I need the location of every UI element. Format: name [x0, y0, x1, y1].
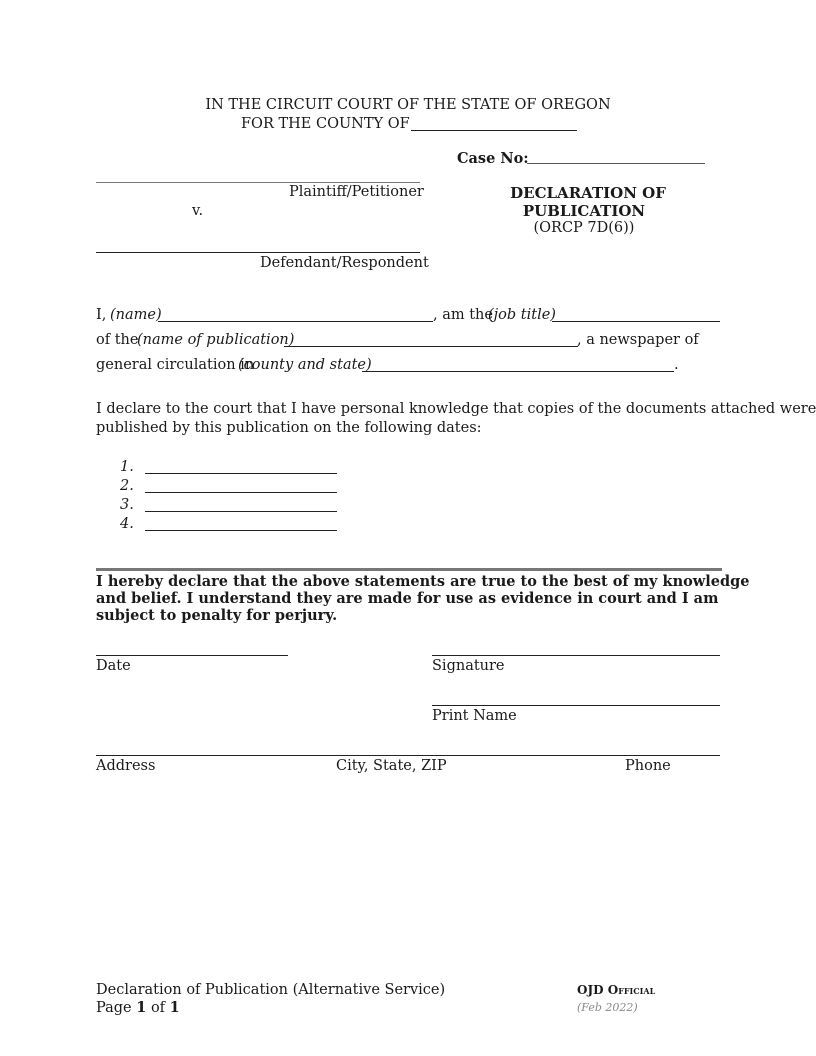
period: .	[674, 357, 679, 373]
official-ojd: OJD	[577, 983, 604, 997]
perjury-line1: I hereby declare that the above statements are true to the best of my knowledge	[96, 573, 750, 590]
date-item-number: 3.	[120, 497, 134, 513]
date-item-number: 4.	[120, 516, 134, 532]
county-state-field[interactable]	[362, 371, 674, 372]
name-field[interactable]	[158, 321, 433, 322]
declare-text-line1: I declare to the court that I have personal knowledge that copies of the documents attached were	[96, 401, 816, 417]
signature-label: Signature	[432, 658, 505, 674]
job-title-field[interactable]	[552, 321, 720, 322]
county-state-hint: (county and state)	[238, 357, 372, 373]
document-title-line1: DECLARATION OF	[510, 184, 666, 202]
of-the-text: of the	[96, 332, 139, 348]
page-total: 1	[169, 999, 180, 1016]
date-field[interactable]	[96, 655, 288, 656]
print-name-label: Print Name	[432, 708, 517, 724]
court-heading-line2: FOR THE COUNTY OF	[241, 116, 410, 132]
revision-date: (Feb 2022)	[577, 1001, 638, 1014]
plaintiff-field[interactable]	[96, 182, 420, 183]
perjury-line3: subject to penalty for perjury.	[96, 607, 338, 624]
footer-form-title: Declaration of Publication (Alternative Service)	[96, 982, 446, 998]
address-label: Address	[96, 758, 156, 774]
phone-label: Phone	[625, 758, 671, 774]
print-name-field[interactable]	[432, 705, 720, 706]
document-title-line2: PUBLICATION	[522, 202, 646, 220]
page-of: of	[150, 1000, 166, 1016]
plaintiff-label: Plaintiff/Petitioner	[289, 184, 424, 200]
job-title-hint: (job title)	[488, 307, 556, 323]
publication-name-field[interactable]	[284, 346, 578, 347]
signature-field[interactable]	[432, 655, 720, 656]
declare-text-line2: published by this publication on the following dates:	[96, 420, 482, 436]
defendant-label: Defendant/Respondent	[260, 255, 429, 271]
rule-citation: (ORCP 7D(6))	[533, 220, 635, 236]
versus-label: v.	[192, 203, 204, 219]
date-item-number: 1.	[120, 459, 134, 475]
date-label: Date	[96, 658, 131, 674]
official-word: Official	[607, 983, 656, 997]
general-circulation-text: general circulation in	[96, 357, 255, 373]
county-field[interactable]	[411, 130, 577, 131]
address-field[interactable]	[96, 755, 720, 756]
name-hint: (name)	[110, 307, 162, 323]
date-field-1[interactable]	[145, 473, 337, 474]
page-number	[96, 999, 180, 1016]
intro-i: I,	[96, 307, 107, 323]
defendant-field[interactable]	[96, 252, 420, 253]
case-no-field[interactable]	[527, 163, 705, 164]
am-the-text: , am the	[433, 307, 493, 323]
date-item-number: 2.	[120, 478, 134, 494]
date-field-2[interactable]	[145, 492, 337, 493]
publication-name-hint: (name of publication)	[137, 332, 295, 348]
case-no-label: Case No:	[457, 150, 529, 167]
newspaper-of-text: , a newspaper of	[577, 332, 699, 348]
page-current: 1	[136, 999, 147, 1016]
city-state-zip-label: City, State, ZIP	[336, 758, 447, 774]
court-heading-line1: IN THE CIRCUIT COURT OF THE STATE OF OREGON	[205, 97, 611, 113]
official-label	[577, 983, 655, 997]
page-prefix: Page	[96, 1000, 132, 1016]
perjury-line2: and belief. I understand they are made for use as evidence in court and I am	[96, 590, 719, 607]
date-field-3[interactable]	[145, 511, 337, 512]
section-divider	[96, 568, 722, 571]
date-field-4[interactable]	[145, 530, 337, 531]
